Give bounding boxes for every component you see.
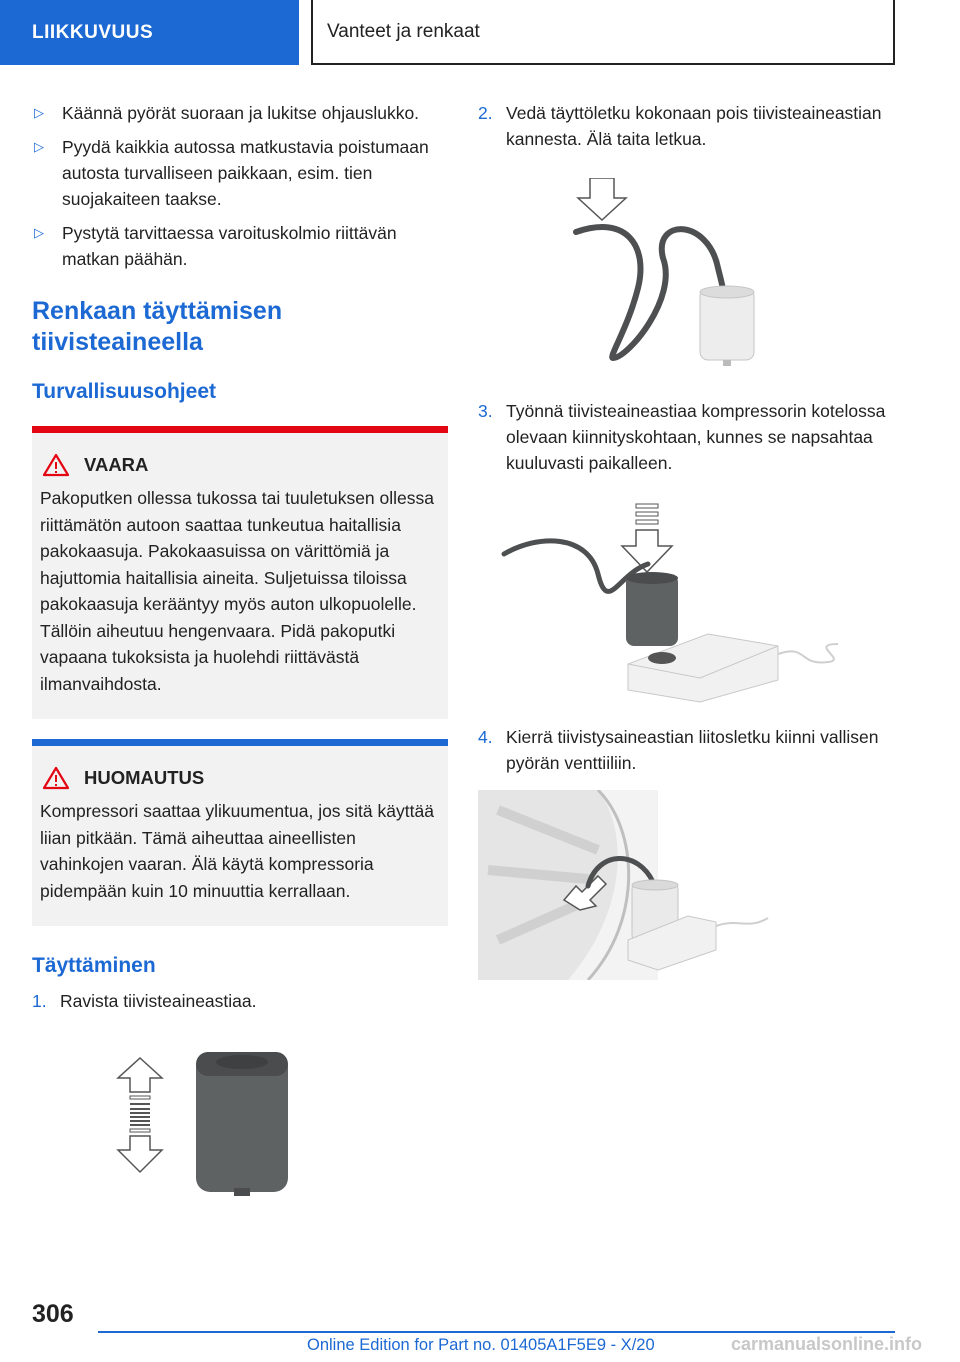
step-text: Ravista tiivisteaineastiaa. [60, 991, 257, 1011]
danger-text: Pakoputken ollessa tukossa tai tuuletuksen ollessa riittämätön autoon saattaa tunkeutua haitallisia pakokaasuja. Pakokaasuissa on värittömiä ja hajuttomia haitallisia aineita. Suljetuissa tiloissa pakokaasuja kerääntyy myös auton ulkopuolelle. Tällöin aiheutuu hengenvaara. Pidä pakoputki vapaana tukoksista ja huolehdi riittävästä ilmanvaihdosta. [40, 488, 434, 694]
step-text: Työnnä tiivisteaineastiaa kompressorin kotelossa olevaan kiinnityskohtaan, kunnes se napsahtaa kuuluvasti paikalleen. [506, 401, 886, 473]
connect-valve-figure [478, 790, 898, 980]
shake-bottle-figure [32, 1048, 448, 1248]
footer-edition: Online Edition for Part no. 01405A1F5E9 - X/20 [307, 1336, 655, 1354]
bullet-text: Pystytä tarvittaessa varoituskolmio riittävän matkan päähän. [62, 223, 397, 269]
danger-header [40, 453, 440, 477]
notice-title: HUOMAUTUS [84, 767, 205, 788]
warning-triangle-icon [42, 453, 70, 477]
step-3 [478, 398, 898, 476]
triangle-bullet-icon: ▷ [34, 225, 44, 240]
footer-divider [98, 1331, 895, 1333]
left-column [32, 100, 448, 1248]
notice-text: Kompressori saattaa ylikuumentua, jos sitä käyttää liian pitkään. Tämä aiheuttaa aineellisten vahinkojen vaaran. Älä käytä kompressoria pidempään kuin 10 minuuttia kerrallaan. [40, 801, 434, 901]
header-section-label: LIIKKUVUUS [32, 21, 154, 43]
triangle-bullet-icon: ▷ [34, 139, 44, 154]
list-item [32, 134, 448, 212]
header-chapter-label: Vanteet ja renkaat [327, 20, 480, 42]
step-number: 1. [32, 991, 47, 1011]
step-text: Vedä täyttöletku kokonaan pois tiivisteaineastian kannesta. Älä taita letkua. [506, 103, 882, 149]
list-item [32, 220, 448, 272]
step-number: 3. [478, 401, 493, 421]
step-number: 2. [478, 103, 493, 123]
subsection-heading-filling: Täyttäminen [32, 954, 156, 977]
triangle-bullet-icon: ▷ [34, 105, 44, 120]
header-chapter-box [311, 0, 895, 65]
step-text: Kierrä tiivistysaineastian liitosletku kiinni vallisen pyörän venttiiliin. [506, 727, 879, 773]
hose-pull-figure [478, 178, 898, 378]
step-1 [32, 988, 448, 1014]
subsection-heading-safety: Turvallisuusohjeet [32, 380, 216, 403]
warning-triangle-icon [42, 766, 70, 790]
danger-title: VAARA [84, 454, 149, 475]
list-item [32, 100, 448, 126]
section-heading: Renkaan täyttämisen tiivisteaineella [32, 297, 283, 356]
insert-bottle-figure [478, 494, 898, 714]
step-number: 4. [478, 727, 493, 747]
step-2 [478, 100, 898, 152]
notice-header [40, 766, 440, 790]
notice-box [32, 739, 448, 926]
page-number: 306 [32, 1300, 74, 1328]
bullet-text: Pyydä kaikkia autossa matkustavia poistumaan autosta turvalliseen paikkaan, esim. tien suojakaiteen taakse. [62, 137, 429, 209]
step-4 [478, 724, 898, 776]
right-column [478, 100, 898, 980]
footer-watermark: carmanualsonline.info [730, 1334, 922, 1354]
header-section-tab [0, 0, 299, 65]
danger-box [32, 426, 448, 719]
bullet-text: Käännä pyörät suoraan ja lukitse ohjauslukko. [62, 103, 420, 123]
